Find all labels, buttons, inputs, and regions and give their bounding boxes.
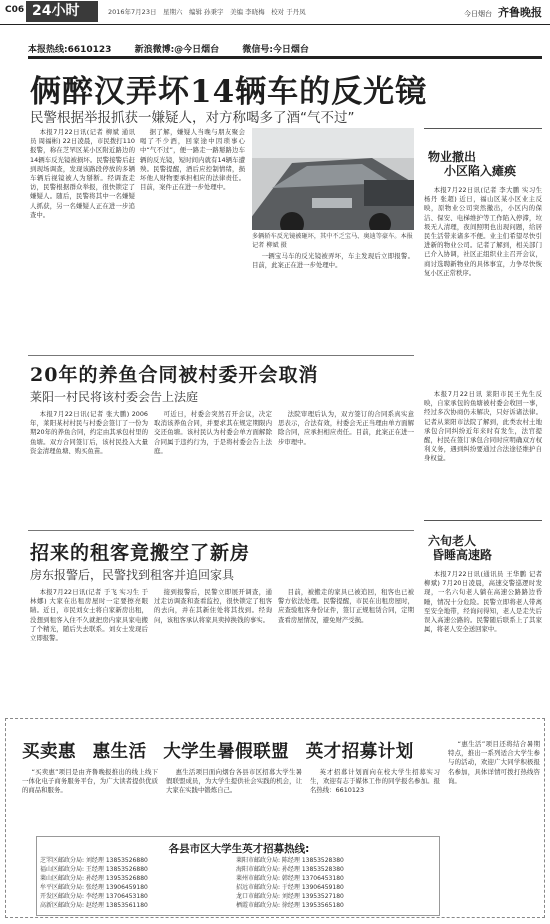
ad-body-far-right: “惠生活”项目还将结合暑期特点，推出一系列适合大学生参与的活动，欢迎广大同学积极报名参加，具体详情可拨打热线咨询。 <box>448 740 540 785</box>
ad-hotline-list-left: 芝罘区邮政分局: 刘经理 13853526880 福山区邮政分局: 王经理 13853526880 莱山区邮政分局: 孙经理 13953526880 牟平区邮政分局: 张经理 13906459180 开发区邮政分局: 李经理 13706453180 高新区邮政分局: 赵经理 13853561180 <box>40 857 148 909</box>
story3-column-3: 目前，被搬走的家具已被追回，租客也已被警方依法处理。民警提醒，市民在出租房屋时，应查验租客身份证件，签订正规租赁合同，定期查看房屋情况，避免财产受损。 <box>278 588 414 624</box>
side3-rule <box>424 520 542 521</box>
ad-hotline-list-right: 莱阳市邮政分局: 陈经理 13853528380 海阳市邮政分局: 孙经理 13853528380 莱州市邮政分局: 韩经理 13706453180 招远市邮政分局: 于经理 13906459180 龙口市邮政分局: 刘经理 13953527180 栖霞市邮政分局: 徐经理 13953565180 <box>236 857 344 909</box>
story2-column-2: 可近日，村委会突然召开会议，决定取消该养鱼合同，并要求其在规定期限内交还鱼塘。该村民认为村委会单方面解除合同属于违约行为，于是将村委会告上法庭。 <box>154 410 272 455</box>
story2-subheadline: 莱阳一村民将该村委会告上法庭 <box>30 390 199 404</box>
hotline-wechat: 微信号:今日烟台 <box>242 45 309 55</box>
header-rule <box>0 24 550 25</box>
ad-title-1: 买卖惠 <box>22 742 76 762</box>
page-number: C06 <box>5 5 25 15</box>
story1-photo-caption: 多辆轿车反光镜被砸坏，其中不乏宝马、奥迪等豪车。本报记者 柳斌 摄 <box>252 233 413 249</box>
story1-subheadline: 民警根据举报抓获一嫌疑人，对方称喝多了酒“气不过” <box>30 110 355 126</box>
story3-headline: 招来的租客竟搬空了新房 <box>30 542 251 564</box>
story1-headline: 俩醉汉弄坏14辆车的反光镜 <box>30 74 428 110</box>
story2-column-3: 法院审理后认为，双方签订的合同系真实意思表示，合法有效，村委会无正当理由单方面解除合同，应承担相应责任。目前，此案正在进一步审理中。 <box>278 410 414 446</box>
hotline-phone: 本报热线:6610123 <box>28 45 112 55</box>
header-meta: 2016年7月23日 星期六 编辑 孙秉宇 美编 李晓梅 校对 于丹凤 <box>108 8 306 16</box>
ad-title <box>22 738 424 763</box>
ad-hotline-title: 各县市区大学生英才招募热线: <box>168 843 310 855</box>
hotline-bar <box>28 42 329 55</box>
story2-column-1: 本报7月22日讯(记者 张大鹏) 2006年，莱阳某村村民与村委会签订了一份为期20年的养鱼合同，约定由其承包村里的鱼塘。双方合同签订后，该村民投入大量资金清理鱼塘、购买鱼苗。 <box>30 410 148 455</box>
story3-column-2: 接到报警后，民警立即展开调查，通过走访调查和查看监控，很快锁定了租客的去向，并在其新住处将其找到。经询问，该租客承认将家具卖掉换钱的事实。 <box>154 588 272 624</box>
ad-body-left: “买卖惠”项目是由齐鲁晚报推出的线上线下一体化电子商务服务平台，为广大读者提供优质的商品和服务。 <box>22 768 158 795</box>
hotline-rule <box>28 56 542 59</box>
side3-title: 六旬老人 昏睡高速路 <box>428 534 493 562</box>
story3-top-rule <box>28 530 414 531</box>
side1-text: 本报7月22日讯(记者 李大鹏 实习生 杨丹 张超) 近日，福山区某小区业主反映，原物业公司突然撤出，小区内的保洁、保安、电梯维护等工作陷入停滞，垃圾无人清理，夜间照明也出现问题，给居民生活带来诸多不便。业主们希望尽快引进新的物业公司。记者了解到，相关部门已介入协调，社区正组织业主召开会议，商讨选聘新物业的具体事宜，力争尽快恢复小区正常秩序。 <box>424 186 542 277</box>
ad-title-2: 惠生活 <box>92 742 147 762</box>
ad-body-mid: 惠生活项目面向烟台各县市区招募大学生暑假联盟成员，为大学生提供社会实践的机会，让大家在实践中锻炼自己。 <box>166 768 302 795</box>
side1-rule <box>424 128 542 129</box>
story1-column-2: 据了解，嫌疑人当晚与朋友聚会喝了不少酒，回家途中因琐事心中“气不过”，便一路走一路掰路边车辆的反光镜，短时间内就有14辆车遭殃。民警提醒，酒后应控制情绪，损坏他人财物要承担相应的法律责任。目前，案件正在进一步处理中。 <box>140 128 245 192</box>
page-header <box>0 0 550 24</box>
side1-title: 物业撤出 小区陷入瘫痪 <box>428 150 517 178</box>
ad-title-3: 大学生暑假联盟 <box>163 742 290 762</box>
paper-small: 今日烟台 <box>464 10 492 18</box>
ad-body-right: 英才招募计划面向在校大学生招募实习生，欢迎有志于媒体工作的同学报名参加。报名热线：6610123 <box>310 768 440 795</box>
paper-name: 齐鲁晚报 <box>498 6 542 19</box>
paper-brand <box>464 4 542 20</box>
story1-photo <box>252 128 414 230</box>
story2-top-rule <box>28 355 414 356</box>
side3-text: 本报7月22日讯(通讯员 王华鹏 记者 柳斌) 7月20日凌晨，高速交警巡逻时发现，一名六旬老人躺在高速公路路边昏睡，情况十分危险。民警立即将老人带离至安全地带，经询问得知，老人是走失后误入高速公路的。民警随后联系上了其家属，将老人安全送回家中。 <box>424 570 542 634</box>
story1-column-3: 一辆宝马车的反光镜被弄坏，车主发现后立即报警。目前，此案正在进一步处理中。 <box>252 252 414 270</box>
story3-subheadline: 房东报警后，民警找到租客并追回家具 <box>30 568 235 582</box>
section-label: 24小时 <box>26 1 98 22</box>
ad-title-4: 英才招募计划 <box>305 742 414 762</box>
story3-column-1: 本报7月22日讯(记者 于飞 实习生 于林娜) 大家在出租房屋时一定要擦亮眼睛。近日，市民刘女士将自家新房出租，没想到租客入住不久就把房内家具家电搬了个精光，随后失去联系。刘女士发现后立即报警。 <box>30 588 148 643</box>
side2-text: 本报7月22日讯 莱阳市民王先生反映，自家承包的鱼塘被村委会收回一事，经过多次协商仍未解决，只好诉诸法律。记者从莱阳市法院了解到，此类农村土地承包合同纠纷近年来时有发生，法官提醒，村民在签订承包合同时应明确双方权利义务，遇到纠纷要通过合法途径维护自身权益。 <box>424 390 542 463</box>
story2-headline: 20年的养鱼合同被村委开会取消 <box>30 364 319 386</box>
hotline-weibo: 新浪微博:@今日烟台 <box>134 45 220 55</box>
story1-column-1: 本报7月22日讯(记者 柳斌 通讯员 周福彬) 22日凌晨，市民拨打110报警，称在芝罘区某小区附近路边的14辆车反光镜被损坏。民警接警后赶到现场调查，发现该路段停放的多辆车辆后视镜被人为掰断。经调查走访，民警根据群众举报，很快锁定了嫌疑人。随后，民警将其中一名嫌疑人抓获，另一名嫌疑人正在进一步追查中。 <box>30 128 135 219</box>
car-photo-illustration <box>252 128 414 230</box>
